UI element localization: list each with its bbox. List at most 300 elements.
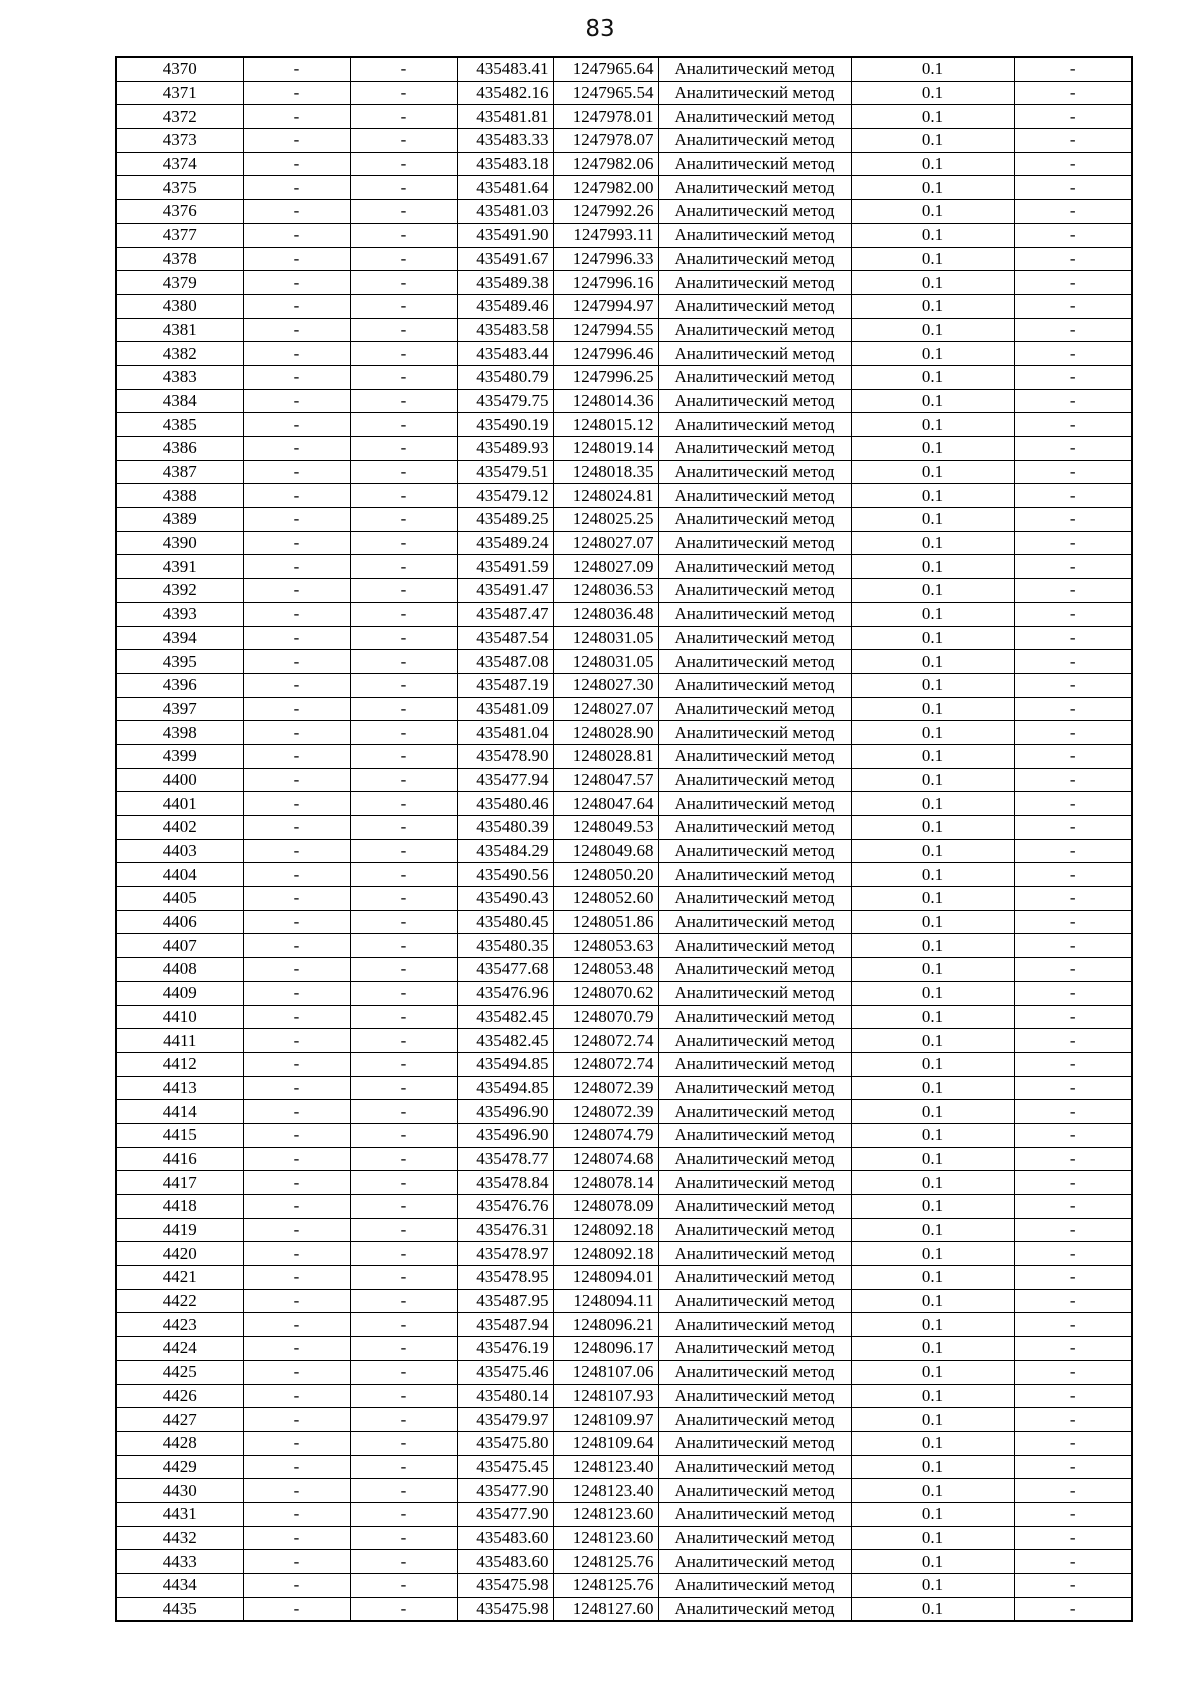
dash-cell: - — [243, 1195, 350, 1219]
method-cell: Аналитический метод — [658, 105, 851, 129]
point-number: 4388 — [116, 484, 243, 508]
accuracy-cell: 0.1 — [851, 887, 1014, 911]
accuracy-cell: 0.1 — [851, 531, 1014, 555]
dash-cell: - — [1014, 342, 1132, 366]
dash-cell: - — [243, 152, 350, 176]
dash-cell: - — [350, 934, 457, 958]
y-coordinate: 1248094.01 — [553, 1266, 658, 1290]
method-cell: Аналитический метод — [658, 910, 851, 934]
table-row — [116, 200, 1132, 224]
x-coordinate: 435480.14 — [457, 1384, 553, 1408]
page-number: 83 — [585, 16, 615, 42]
point-number: 4381 — [116, 318, 243, 342]
y-coordinate: 1248014.36 — [553, 389, 658, 413]
y-coordinate: 1248028.81 — [553, 744, 658, 768]
accuracy-cell: 0.1 — [851, 863, 1014, 887]
x-coordinate: 435482.16 — [457, 81, 553, 105]
x-coordinate: 435491.90 — [457, 223, 553, 247]
dash-cell: - — [243, 1123, 350, 1147]
dash-cell: - — [1014, 1076, 1132, 1100]
method-cell: Аналитический метод — [658, 1052, 851, 1076]
dash-cell: - — [1014, 1147, 1132, 1171]
x-coordinate: 435480.35 — [457, 934, 553, 958]
dash-cell: - — [243, 887, 350, 911]
dash-cell: - — [350, 1550, 457, 1574]
dash-cell: - — [243, 1337, 350, 1361]
x-coordinate: 435481.09 — [457, 697, 553, 721]
x-coordinate: 435476.96 — [457, 981, 553, 1005]
point-number: 4401 — [116, 792, 243, 816]
method-cell: Аналитический метод — [658, 176, 851, 200]
dash-cell: - — [350, 1242, 457, 1266]
accuracy-cell: 0.1 — [851, 650, 1014, 674]
dash-cell: - — [1014, 271, 1132, 295]
x-coordinate: 435483.44 — [457, 342, 553, 366]
point-number: 4391 — [116, 555, 243, 579]
y-coordinate: 1248092.18 — [553, 1242, 658, 1266]
method-cell: Аналитический метод — [658, 200, 851, 224]
method-cell: Аналитический метод — [658, 887, 851, 911]
method-cell: Аналитический метод — [658, 1526, 851, 1550]
method-cell: Аналитический метод — [658, 318, 851, 342]
dash-cell: - — [243, 768, 350, 792]
table-row — [116, 223, 1132, 247]
point-number: 4385 — [116, 413, 243, 437]
point-number: 4387 — [116, 460, 243, 484]
dash-cell: - — [1014, 887, 1132, 911]
accuracy-cell: 0.1 — [851, 1171, 1014, 1195]
dash-cell: - — [243, 1574, 350, 1598]
dash-cell: - — [1014, 484, 1132, 508]
y-coordinate: 1247996.25 — [553, 365, 658, 389]
dash-cell: - — [243, 650, 350, 674]
dash-cell: - — [1014, 318, 1132, 342]
accuracy-cell: 0.1 — [851, 602, 1014, 626]
x-coordinate: 435477.90 — [457, 1502, 553, 1526]
x-coordinate: 435484.29 — [457, 839, 553, 863]
x-coordinate: 435477.94 — [457, 768, 553, 792]
table-row — [116, 1526, 1132, 1550]
x-coordinate: 435487.08 — [457, 650, 553, 674]
method-cell: Аналитический метод — [658, 437, 851, 461]
dash-cell: - — [350, 697, 457, 721]
dash-cell: - — [243, 792, 350, 816]
y-coordinate: 1247992.26 — [553, 200, 658, 224]
y-coordinate: 1248072.74 — [553, 1052, 658, 1076]
point-number: 4379 — [116, 271, 243, 295]
point-number: 4392 — [116, 579, 243, 603]
table-row — [116, 981, 1132, 1005]
dash-cell: - — [243, 365, 350, 389]
method-cell: Аналитический метод — [658, 129, 851, 153]
dash-cell: - — [350, 1360, 457, 1384]
accuracy-cell: 0.1 — [851, 744, 1014, 768]
y-coordinate: 1247965.64 — [553, 57, 658, 81]
point-number: 4417 — [116, 1171, 243, 1195]
y-coordinate: 1248036.53 — [553, 579, 658, 603]
table-row — [116, 1313, 1132, 1337]
method-cell: Аналитический метод — [658, 673, 851, 697]
accuracy-cell: 0.1 — [851, 1218, 1014, 1242]
method-cell: Аналитический метод — [658, 863, 851, 887]
accuracy-cell: 0.1 — [851, 1597, 1014, 1621]
point-number: 4403 — [116, 839, 243, 863]
point-number: 4418 — [116, 1195, 243, 1219]
table-row — [116, 792, 1132, 816]
x-coordinate: 435480.45 — [457, 910, 553, 934]
y-coordinate: 1248072.74 — [553, 1029, 658, 1053]
dash-cell: - — [350, 531, 457, 555]
dash-cell: - — [243, 200, 350, 224]
dash-cell: - — [1014, 602, 1132, 626]
dash-cell: - — [1014, 1431, 1132, 1455]
y-coordinate: 1248078.14 — [553, 1171, 658, 1195]
point-number: 4407 — [116, 934, 243, 958]
point-number: 4408 — [116, 958, 243, 982]
x-coordinate: 435483.41 — [457, 57, 553, 81]
accuracy-cell: 0.1 — [851, 816, 1014, 840]
dash-cell: - — [350, 152, 457, 176]
dash-cell: - — [243, 602, 350, 626]
x-coordinate: 435489.46 — [457, 294, 553, 318]
method-cell: Аналитический метод — [658, 816, 851, 840]
dash-cell: - — [350, 792, 457, 816]
table-row — [116, 437, 1132, 461]
dash-cell: - — [1014, 650, 1132, 674]
dash-cell: - — [243, 816, 350, 840]
dash-cell: - — [350, 887, 457, 911]
x-coordinate: 435482.45 — [457, 1029, 553, 1053]
method-cell: Аналитический метод — [658, 1455, 851, 1479]
method-cell: Аналитический метод — [658, 81, 851, 105]
y-coordinate: 1247996.33 — [553, 247, 658, 271]
point-number: 4373 — [116, 129, 243, 153]
dash-cell: - — [243, 1431, 350, 1455]
dash-cell: - — [1014, 1502, 1132, 1526]
x-coordinate: 435483.60 — [457, 1550, 553, 1574]
x-coordinate: 435477.68 — [457, 958, 553, 982]
point-number: 4416 — [116, 1147, 243, 1171]
method-cell: Аналитический метод — [658, 1431, 851, 1455]
dash-cell: - — [350, 1266, 457, 1290]
method-cell: Аналитический метод — [658, 744, 851, 768]
y-coordinate: 1247996.16 — [553, 271, 658, 295]
dash-cell: - — [243, 1408, 350, 1432]
accuracy-cell: 0.1 — [851, 413, 1014, 437]
dash-cell: - — [1014, 460, 1132, 484]
table-row — [116, 1242, 1132, 1266]
dash-cell: - — [1014, 768, 1132, 792]
dash-cell: - — [1014, 579, 1132, 603]
dash-cell: - — [1014, 129, 1132, 153]
dash-cell: - — [350, 1408, 457, 1432]
table-row — [116, 579, 1132, 603]
table-row — [116, 816, 1132, 840]
x-coordinate: 435483.33 — [457, 129, 553, 153]
dash-cell: - — [243, 1502, 350, 1526]
y-coordinate: 1247994.55 — [553, 318, 658, 342]
dash-cell: - — [1014, 1171, 1132, 1195]
point-number: 4395 — [116, 650, 243, 674]
y-coordinate: 1248018.35 — [553, 460, 658, 484]
x-coordinate: 435491.59 — [457, 555, 553, 579]
point-number: 4394 — [116, 626, 243, 650]
accuracy-cell: 0.1 — [851, 958, 1014, 982]
accuracy-cell: 0.1 — [851, 57, 1014, 81]
method-cell: Аналитический метод — [658, 1100, 851, 1124]
dash-cell: - — [350, 555, 457, 579]
dash-cell: - — [350, 1431, 457, 1455]
accuracy-cell: 0.1 — [851, 437, 1014, 461]
y-coordinate: 1248025.25 — [553, 508, 658, 532]
table-row — [116, 176, 1132, 200]
dash-cell: - — [1014, 531, 1132, 555]
dash-cell: - — [350, 958, 457, 982]
dash-cell: - — [243, 981, 350, 1005]
table-row — [116, 57, 1132, 81]
dash-cell: - — [243, 1384, 350, 1408]
y-coordinate: 1248027.09 — [553, 555, 658, 579]
table-row — [116, 152, 1132, 176]
dash-cell: - — [350, 1526, 457, 1550]
dash-cell: - — [350, 1289, 457, 1313]
dash-cell: - — [350, 1597, 457, 1621]
x-coordinate: 435480.46 — [457, 792, 553, 816]
table-row — [116, 910, 1132, 934]
table-row — [116, 1029, 1132, 1053]
dash-cell: - — [350, 1218, 457, 1242]
accuracy-cell: 0.1 — [851, 271, 1014, 295]
y-coordinate: 1248107.06 — [553, 1360, 658, 1384]
dash-cell: - — [1014, 152, 1132, 176]
accuracy-cell: 0.1 — [851, 460, 1014, 484]
dash-cell: - — [350, 294, 457, 318]
point-number: 4432 — [116, 1526, 243, 1550]
y-coordinate: 1248092.18 — [553, 1218, 658, 1242]
x-coordinate: 435489.25 — [457, 508, 553, 532]
dash-cell: - — [350, 484, 457, 508]
point-number: 4390 — [116, 531, 243, 555]
dash-cell: - — [350, 1455, 457, 1479]
table-row — [116, 1076, 1132, 1100]
y-coordinate: 1247993.11 — [553, 223, 658, 247]
dash-cell: - — [350, 342, 457, 366]
x-coordinate: 435481.04 — [457, 721, 553, 745]
method-cell: Аналитический метод — [658, 1076, 851, 1100]
dash-cell: - — [1014, 1526, 1132, 1550]
x-coordinate: 435489.24 — [457, 531, 553, 555]
y-coordinate: 1248070.62 — [553, 981, 658, 1005]
accuracy-cell: 0.1 — [851, 1550, 1014, 1574]
x-coordinate: 435480.79 — [457, 365, 553, 389]
dash-cell: - — [243, 1597, 350, 1621]
accuracy-cell: 0.1 — [851, 910, 1014, 934]
dash-cell: - — [350, 626, 457, 650]
dash-cell: - — [243, 437, 350, 461]
dash-cell: - — [1014, 1360, 1132, 1384]
point-number: 4411 — [116, 1029, 243, 1053]
y-coordinate: 1248053.48 — [553, 958, 658, 982]
y-coordinate: 1247965.54 — [553, 81, 658, 105]
method-cell: Аналитический метод — [658, 1123, 851, 1147]
y-coordinate: 1248047.64 — [553, 792, 658, 816]
dash-cell: - — [350, 176, 457, 200]
method-cell: Аналитический метод — [658, 413, 851, 437]
dash-cell: - — [1014, 958, 1132, 982]
table-row — [116, 1005, 1132, 1029]
x-coordinate: 435481.03 — [457, 200, 553, 224]
dash-cell: - — [350, 602, 457, 626]
point-number: 4370 — [116, 57, 243, 81]
method-cell: Аналитический метод — [658, 223, 851, 247]
method-cell: Аналитический метод — [658, 697, 851, 721]
dash-cell: - — [350, 1195, 457, 1219]
accuracy-cell: 0.1 — [851, 1313, 1014, 1337]
dash-cell: - — [350, 768, 457, 792]
y-coordinate: 1248027.07 — [553, 697, 658, 721]
point-number: 4410 — [116, 1005, 243, 1029]
table-row — [116, 1455, 1132, 1479]
accuracy-cell: 0.1 — [851, 247, 1014, 271]
dash-cell: - — [350, 1384, 457, 1408]
dash-cell: - — [1014, 1123, 1132, 1147]
y-coordinate: 1248070.79 — [553, 1005, 658, 1029]
dash-cell: - — [243, 1242, 350, 1266]
accuracy-cell: 0.1 — [851, 294, 1014, 318]
method-cell: Аналитический метод — [658, 1360, 851, 1384]
table-row — [116, 602, 1132, 626]
dash-cell: - — [243, 342, 350, 366]
dash-cell: - — [243, 389, 350, 413]
dash-cell: - — [350, 1029, 457, 1053]
accuracy-cell: 0.1 — [851, 129, 1014, 153]
point-number: 4423 — [116, 1313, 243, 1337]
method-cell: Аналитический метод — [658, 1171, 851, 1195]
dash-cell: - — [350, 579, 457, 603]
accuracy-cell: 0.1 — [851, 508, 1014, 532]
accuracy-cell: 0.1 — [851, 318, 1014, 342]
y-coordinate: 1248028.90 — [553, 721, 658, 745]
x-coordinate: 435481.81 — [457, 105, 553, 129]
dash-cell: - — [243, 223, 350, 247]
table-row — [116, 744, 1132, 768]
table-row — [116, 508, 1132, 532]
accuracy-cell: 0.1 — [851, 1502, 1014, 1526]
accuracy-cell: 0.1 — [851, 1147, 1014, 1171]
x-coordinate: 435490.19 — [457, 413, 553, 437]
accuracy-cell: 0.1 — [851, 1052, 1014, 1076]
dash-cell: - — [1014, 626, 1132, 650]
dash-cell: - — [1014, 863, 1132, 887]
table-row — [116, 389, 1132, 413]
point-number: 4427 — [116, 1408, 243, 1432]
x-coordinate: 435480.39 — [457, 816, 553, 840]
dash-cell: - — [350, 223, 457, 247]
x-coordinate: 435478.95 — [457, 1266, 553, 1290]
accuracy-cell: 0.1 — [851, 1029, 1014, 1053]
accuracy-cell: 0.1 — [851, 1100, 1014, 1124]
method-cell: Аналитический метод — [658, 1313, 851, 1337]
accuracy-cell: 0.1 — [851, 1384, 1014, 1408]
accuracy-cell: 0.1 — [851, 1266, 1014, 1290]
y-coordinate: 1248107.93 — [553, 1384, 658, 1408]
dash-cell: - — [350, 1574, 457, 1598]
method-cell: Аналитический метод — [658, 1597, 851, 1621]
point-number: 4402 — [116, 816, 243, 840]
point-number: 4399 — [116, 744, 243, 768]
point-number: 4400 — [116, 768, 243, 792]
table-row — [116, 839, 1132, 863]
method-cell: Аналитический метод — [658, 1550, 851, 1574]
table-row — [116, 1408, 1132, 1432]
dash-cell: - — [243, 839, 350, 863]
x-coordinate: 435478.84 — [457, 1171, 553, 1195]
x-coordinate: 435475.80 — [457, 1431, 553, 1455]
table-row — [116, 1431, 1132, 1455]
table-row — [116, 650, 1132, 674]
accuracy-cell: 0.1 — [851, 223, 1014, 247]
dash-cell: - — [243, 1171, 350, 1195]
accuracy-cell: 0.1 — [851, 1123, 1014, 1147]
x-coordinate: 435475.45 — [457, 1455, 553, 1479]
accuracy-cell: 0.1 — [851, 721, 1014, 745]
dash-cell: - — [243, 1052, 350, 1076]
point-number: 4405 — [116, 887, 243, 911]
table-row — [116, 484, 1132, 508]
dash-cell: - — [243, 1029, 350, 1053]
y-coordinate: 1248072.39 — [553, 1076, 658, 1100]
y-coordinate: 1248031.05 — [553, 626, 658, 650]
point-number: 4377 — [116, 223, 243, 247]
dash-cell: - — [1014, 1289, 1132, 1313]
dash-cell: - — [1014, 437, 1132, 461]
table-row — [116, 271, 1132, 295]
point-number: 4371 — [116, 81, 243, 105]
accuracy-cell: 0.1 — [851, 839, 1014, 863]
y-coordinate: 1247982.00 — [553, 176, 658, 200]
point-number: 4422 — [116, 1289, 243, 1313]
table-row — [116, 105, 1132, 129]
method-cell: Аналитический метод — [658, 152, 851, 176]
dash-cell: - — [1014, 176, 1132, 200]
dash-cell: - — [243, 318, 350, 342]
method-cell: Аналитический метод — [658, 508, 851, 532]
y-coordinate: 1248109.97 — [553, 1408, 658, 1432]
dash-cell: - — [243, 531, 350, 555]
dash-cell: - — [350, 247, 457, 271]
x-coordinate: 435487.19 — [457, 673, 553, 697]
method-cell: Аналитический метод — [658, 1479, 851, 1503]
point-number: 4393 — [116, 602, 243, 626]
dash-cell: - — [1014, 1005, 1132, 1029]
accuracy-cell: 0.1 — [851, 1195, 1014, 1219]
method-cell: Аналитический метод — [658, 555, 851, 579]
table-row — [116, 1171, 1132, 1195]
point-number: 4413 — [116, 1076, 243, 1100]
x-coordinate: 435476.31 — [457, 1218, 553, 1242]
x-coordinate: 435487.47 — [457, 602, 553, 626]
x-coordinate: 435491.47 — [457, 579, 553, 603]
point-number: 4389 — [116, 508, 243, 532]
table-row — [116, 365, 1132, 389]
x-coordinate: 435489.93 — [457, 437, 553, 461]
accuracy-cell: 0.1 — [851, 934, 1014, 958]
x-coordinate: 435487.94 — [457, 1313, 553, 1337]
dash-cell: - — [1014, 1479, 1132, 1503]
method-cell: Аналитический метод — [658, 484, 851, 508]
dash-cell: - — [1014, 1029, 1132, 1053]
y-coordinate: 1248072.39 — [553, 1100, 658, 1124]
